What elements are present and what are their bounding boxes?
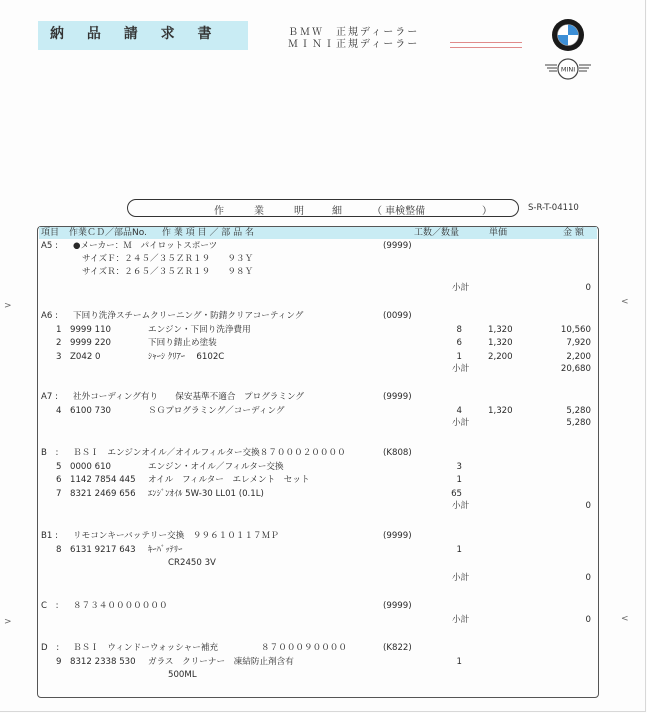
group-code: A7 : (41, 392, 58, 402)
row-number: 8 (56, 544, 62, 555)
row-part-number: 1142 7854 445 (70, 475, 136, 485)
row-part-number: 6131 9217 643 (70, 544, 136, 555)
group-code: B : (41, 448, 59, 458)
header-work-item: 作 業 項 目 ／ 部 品 名 (162, 228, 255, 238)
row-part-name: 下回り錆止め塗装 (148, 338, 217, 348)
group-title: リモコンキーバッテリー交換 ９９６１０１１７ＭＰ (73, 531, 279, 541)
group-title: ＢＳＩ エンジンオイル／オイルフィルター交換８７０００２００００ (73, 448, 346, 458)
row-part-number: 9999 220 (70, 338, 112, 348)
row-number: 5 (56, 461, 62, 472)
row-number: 3 (56, 351, 62, 362)
code-reference: S-R-T-04110 (528, 203, 579, 213)
row-note: CR2450 3V (168, 557, 216, 568)
row-qty: 65 (451, 488, 462, 499)
mini-logo-icon (543, 57, 593, 81)
row-unit-price: 1,320 (488, 338, 513, 348)
section-title-char: 明 (294, 206, 304, 217)
group-code: A5 : (41, 241, 58, 251)
row-qty: 3 (456, 461, 462, 472)
section-close: ） (482, 206, 492, 217)
group-code: B1 : (41, 531, 58, 541)
section-title-char: 業 (254, 206, 264, 217)
margin-mark-left: > (4, 617, 12, 627)
row-part-name: ｷｰﾊﾞｯﾃﾘｰ (148, 544, 183, 555)
row-unit-price: 2,200 (488, 351, 513, 362)
row-part-number: 8312 2338 530 (70, 656, 136, 667)
group-code: C : (41, 601, 59, 611)
row-part-name: エンジン・下回り洗浄費用 (148, 324, 251, 335)
row-qty: 6 (456, 338, 462, 348)
row-number: 1 (56, 324, 62, 335)
header-unit-price: 単価 (489, 228, 508, 238)
margin-mark-left: > (4, 301, 12, 311)
detail-table (37, 226, 599, 698)
group-title: ●メーカー：Ｍ パイロットスポーツ (73, 241, 218, 251)
section-title-char: 細 (332, 206, 342, 217)
row-number: 9 (56, 656, 62, 667)
row-part-number: 8321 2469 656 (70, 488, 136, 499)
row-amount: 10,560 (560, 324, 591, 335)
section-title-char: 作 (214, 206, 224, 217)
row-part-number: 6100 730 (70, 405, 112, 416)
dealer-mini: ＭＩＮＩ正規ディーラー (288, 39, 420, 50)
row-qty: 1 (456, 351, 462, 362)
group-title: 下回り洗浄スチームクリーニング・防錆クリアコーティング (73, 311, 304, 321)
header-amount: 金 額 (563, 228, 584, 238)
stamp-mark (450, 42, 522, 48)
row-number: 2 (56, 338, 62, 348)
subtotal-amount: 0 (585, 283, 591, 293)
subtotal-amount: 5,280 (566, 417, 591, 428)
row-qty: 1 (456, 656, 462, 667)
group-title: 社外コーディング有り 保安基準不適合 プログラミング (73, 392, 305, 402)
group-ref: (K808) (383, 448, 412, 458)
group-ref: (9999) (383, 531, 412, 541)
header-item: 項目 (41, 228, 60, 238)
subtotal-label: 小計 (452, 615, 470, 625)
mini-logo-text: MINI (560, 65, 576, 74)
row-part-name: ｼｬｰｼ ｸﾘｱｰ 6102C (148, 351, 225, 362)
section-subtitle: （ 車検整備 (372, 206, 426, 217)
row-part-number: Z042 0 (70, 351, 101, 362)
row-amount: 7,920 (566, 338, 591, 348)
header-work-cd: 作業ＣＤ／部品No. (69, 228, 147, 238)
row-number: 7 (56, 488, 62, 499)
row-qty: 4 (456, 405, 462, 416)
section-header (127, 199, 519, 217)
row-part-name: オイル フィルター エレメント セット (148, 475, 310, 485)
subtotal-label: 小計 (452, 363, 470, 374)
group-code: A6 : (41, 311, 58, 321)
row-qty: 1 (456, 544, 462, 555)
subtotal-amount: 20,680 (560, 363, 591, 374)
group-ref: (9999) (383, 601, 412, 611)
group-ref: (K822) (383, 643, 412, 653)
group-title: ＢＳＩ ウィンドーウォッシャー補充 ８７０００９００００ (73, 643, 347, 653)
row-unit-price: 1,320 (488, 405, 513, 416)
group-ref: (9999) (383, 241, 412, 251)
row-unit-price: 1,320 (488, 324, 513, 335)
bmw-logo-icon (551, 18, 585, 52)
row-part-number: 9999 110 (70, 324, 112, 335)
subtotal-label: 小計 (452, 500, 470, 511)
row-note: 500ML (168, 669, 197, 680)
row-part-name: ｴﾝｼﾞﾝｵｲﾙ 5W-30 LL01 (0.1L) (148, 488, 264, 499)
margin-mark-right: < (621, 297, 629, 307)
row-part-name: エンジン・オイル／フィルター交換 (148, 461, 284, 472)
row-part-name: ＳＧプログラミング／コーディング (148, 405, 285, 416)
document-title: 納 品 請 求 書 (38, 21, 248, 50)
row-number: 4 (56, 405, 62, 416)
header-qty: 工数／数量 (414, 228, 460, 238)
row-amount: 2,200 (566, 351, 591, 362)
group-extra-line: サイズＲ：２６５／３５ＺＲ１９ ９８Ｙ (82, 267, 254, 277)
row-part-number: 0000 610 (70, 461, 112, 472)
dealer-bmw: ＢＭＷ 正規ディーラー (288, 27, 420, 38)
group-ref: (0099) (383, 311, 412, 321)
subtotal-amount: 0 (585, 573, 591, 583)
group-title: ８７３４０００００００ (73, 601, 168, 611)
row-part-name: ガラス クリーナー 凍結防止剤含有 (148, 656, 294, 667)
subtotal-label: 小計 (452, 573, 470, 583)
subtotal-amount: 0 (585, 500, 591, 511)
group-code: D : (41, 643, 60, 653)
row-qty: 8 (456, 324, 462, 335)
subtotal-amount: 0 (585, 615, 591, 625)
group-extra-line: サイズＦ：２４５／３５ＺＲ１９ ９３Ｙ (82, 254, 254, 264)
margin-mark-right: < (621, 614, 629, 624)
row-qty: 1 (456, 475, 462, 485)
group-ref: (9999) (383, 392, 412, 402)
subtotal-label: 小計 (452, 283, 470, 293)
row-number: 6 (56, 475, 62, 485)
subtotal-label: 小計 (452, 417, 470, 428)
row-amount: 5,280 (566, 405, 591, 416)
